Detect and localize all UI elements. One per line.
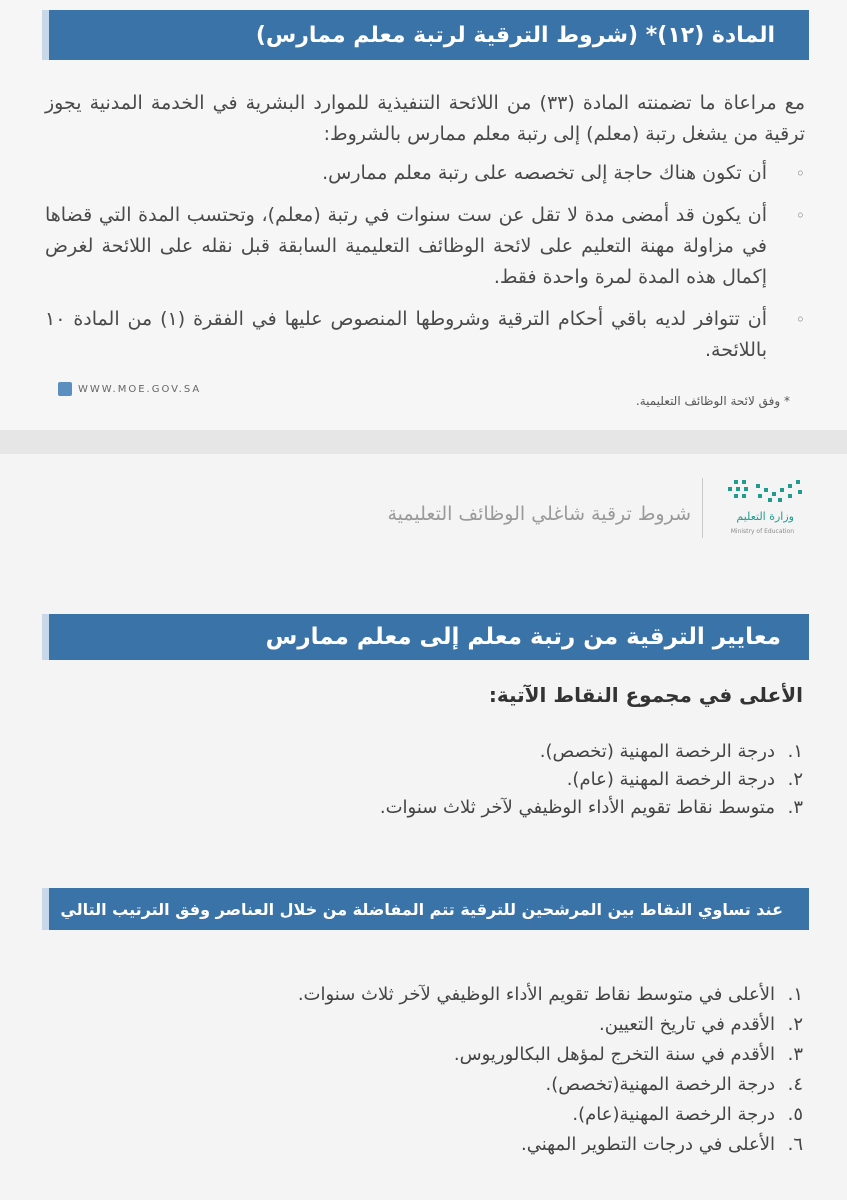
condition-item-3 <box>45 304 805 366</box>
item-text: الأقدم في سنة التخرج لمؤهل البكالوريوس. <box>453 1044 775 1065</box>
logo-name: وزارة التعليم <box>736 510 794 523</box>
item-text: الأقدم في تاريخ التعيين. <box>599 1014 775 1035</box>
list-item <box>298 1040 803 1070</box>
item-text: درجة الرخصة المهنية (تخصص). <box>539 741 775 762</box>
footnote: * وفق لائحة الوظائف التعليمية. <box>635 394 790 408</box>
criteria-title: معايير الترقية من رتبة معلم إلى معلم ممارس <box>265 624 781 650</box>
item-number: ١. <box>787 741 803 762</box>
condition-text: أن تتوافر لديه باقي أحكام الترقية وشروطها المنصوص عليها في الفقرة (١) من المادة ١٠ باللائحة. <box>45 308 767 361</box>
item-number: ٦. <box>787 1134 803 1155</box>
item-number: ٤. <box>787 1074 803 1095</box>
list-item <box>380 766 803 794</box>
item-number: ٣. <box>787 797 803 818</box>
criteria-list <box>380 738 803 822</box>
tie-break-list <box>298 980 803 1160</box>
item-text: درجة الرخصة المهنية(تخصص). <box>545 1074 775 1095</box>
item-number: ١. <box>787 984 803 1005</box>
condition-item-2 <box>45 200 805 293</box>
website-text: WWW.MOE.GOV.SA <box>78 383 202 395</box>
header-divider <box>702 478 703 538</box>
item-number: ٢. <box>787 1014 803 1035</box>
list-item <box>298 1010 803 1040</box>
section-separator <box>0 430 847 454</box>
logo-subtitle: Ministry of Education <box>730 528 794 535</box>
item-text: الأعلى في متوسط نقاط تقويم الأداء الوظيفي لآخر ثلاث سنوات. <box>297 984 775 1005</box>
list-item <box>298 1070 803 1100</box>
article-intro: مع مراعاة ما تضمنته المادة (٣٣) من اللائحة التنفيذية للموارد البشرية في الخدمة المدنية يجوز ترقية من يشغل رتبة (معلم) إلى رتبة معلم ممارس بالشروط: <box>45 92 806 145</box>
item-number: ٣. <box>787 1044 803 1065</box>
item-text: درجة الرخصة المهنية (عام). <box>566 769 775 790</box>
list-item <box>380 738 803 766</box>
article-title: المادة (١٢)* (شروط الترقية لرتبة معلم ممارس) <box>255 22 775 48</box>
item-text: متوسط نقاط تقويم الأداء الوظيفي لآخر ثلاث سنوات. <box>379 797 775 818</box>
website-link[interactable] <box>58 382 201 396</box>
document-header-title: شروط ترقية شاغلي الوظائف التعليمية <box>387 503 691 525</box>
article-title-band <box>42 10 809 60</box>
globe-icon <box>58 382 72 396</box>
list-item <box>298 980 803 1010</box>
bullet-marker: ◦ <box>795 164 805 183</box>
item-number: ٢. <box>787 769 803 790</box>
condition-text: أن يكون قد أمضى مدة لا تقل عن ست سنوات في رتبة (معلم)، وتحتسب المدة التي قضاها في مزاولة مهنة التعليم على لائحة الوظائف التعليمية السابقة قبل نقله على اللائحة لغرض إكمال هذه المدة لمرة واحدة فقط. <box>45 204 767 288</box>
item-number: ٥. <box>787 1104 803 1125</box>
bullet-marker: ◦ <box>795 206 805 225</box>
tie-break-title: عند تساوي النقاط بين المرشحين للترقية تتم المفاضلة من خلال العناصر وفق الترتيب التالي <box>60 899 783 919</box>
bullet-marker: ◦ <box>795 310 805 329</box>
tie-break-title-band <box>42 888 809 930</box>
condition-text: أن تكون هناك حاجة إلى تخصصه على رتبة معلم ممارس. <box>322 162 767 184</box>
list-item <box>380 794 803 822</box>
condition-item-1 <box>45 158 805 189</box>
list-item <box>298 1130 803 1160</box>
criteria-subheading: الأعلى في مجموع النقاط الآتية: <box>488 683 803 707</box>
article-12-card <box>0 0 847 430</box>
item-text: درجة الرخصة المهنية(عام). <box>572 1104 775 1125</box>
criteria-title-band <box>42 614 809 660</box>
item-text: الأعلى في درجات التطوير المهني. <box>521 1134 775 1155</box>
list-item <box>298 1100 803 1130</box>
ministry-logo <box>712 476 812 538</box>
